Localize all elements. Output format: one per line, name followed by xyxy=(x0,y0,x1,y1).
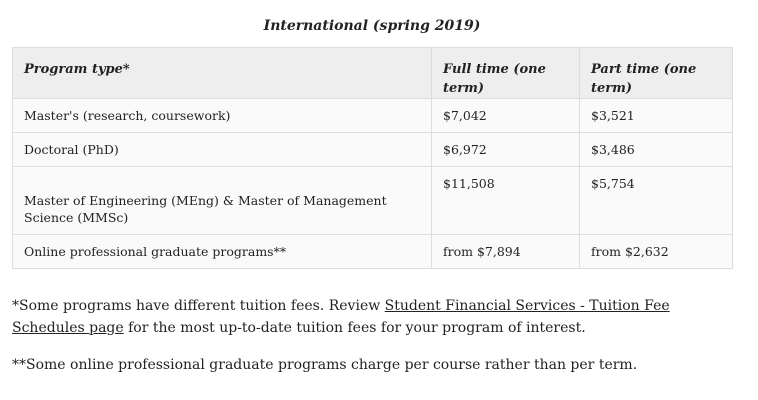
table-row xyxy=(13,99,733,133)
table-row xyxy=(13,235,733,269)
header-part-time: Part time (one term) xyxy=(580,48,733,99)
tuition-fee-schedules-link[interactable]: Student Financial Services - Tuition Fee Schedules page xyxy=(12,298,670,336)
program-type-cell: Doctoral (PhD) xyxy=(13,133,432,167)
program-type-cell: Master of Engineering (MEng) & Master of Management Science (MMSc) xyxy=(13,167,432,235)
full-time-fee-cell: $6,972 xyxy=(432,133,580,167)
full-time-fee-cell: $7,042 xyxy=(432,99,580,133)
online-programs-footnote: **Some online professional graduate programs charge per course rather than per term. xyxy=(12,357,638,373)
table-row xyxy=(13,133,733,167)
table-header-row xyxy=(13,48,733,99)
program-type-cell: Master's (research, coursework) xyxy=(13,99,432,133)
header-program-type: Program type* xyxy=(13,48,432,99)
part-time-fee-cell: $3,521 xyxy=(580,99,733,133)
part-time-fee-cell: from $2,632 xyxy=(580,235,733,269)
tuition-table xyxy=(12,47,733,269)
full-time-fee-cell: $11,508 xyxy=(432,167,580,235)
part-time-fee-cell: $3,486 xyxy=(580,133,733,167)
footnote-text-suffix: for the most up-to-date tuition fees for your program of interest. xyxy=(123,320,586,336)
part-time-fee-cell: $5,754 xyxy=(580,167,733,235)
full-time-fee-cell: from $7,894 xyxy=(432,235,580,269)
program-type-cell: Online professional graduate programs** xyxy=(13,235,432,269)
tuition-fee-footnote xyxy=(12,295,732,339)
table-row xyxy=(13,167,733,235)
header-full-time: Full time (one term) xyxy=(432,48,580,99)
footnote-text-prefix: *Some programs have different tuition fees. Review xyxy=(12,298,385,314)
table-caption: International (spring 2019) xyxy=(263,18,481,34)
